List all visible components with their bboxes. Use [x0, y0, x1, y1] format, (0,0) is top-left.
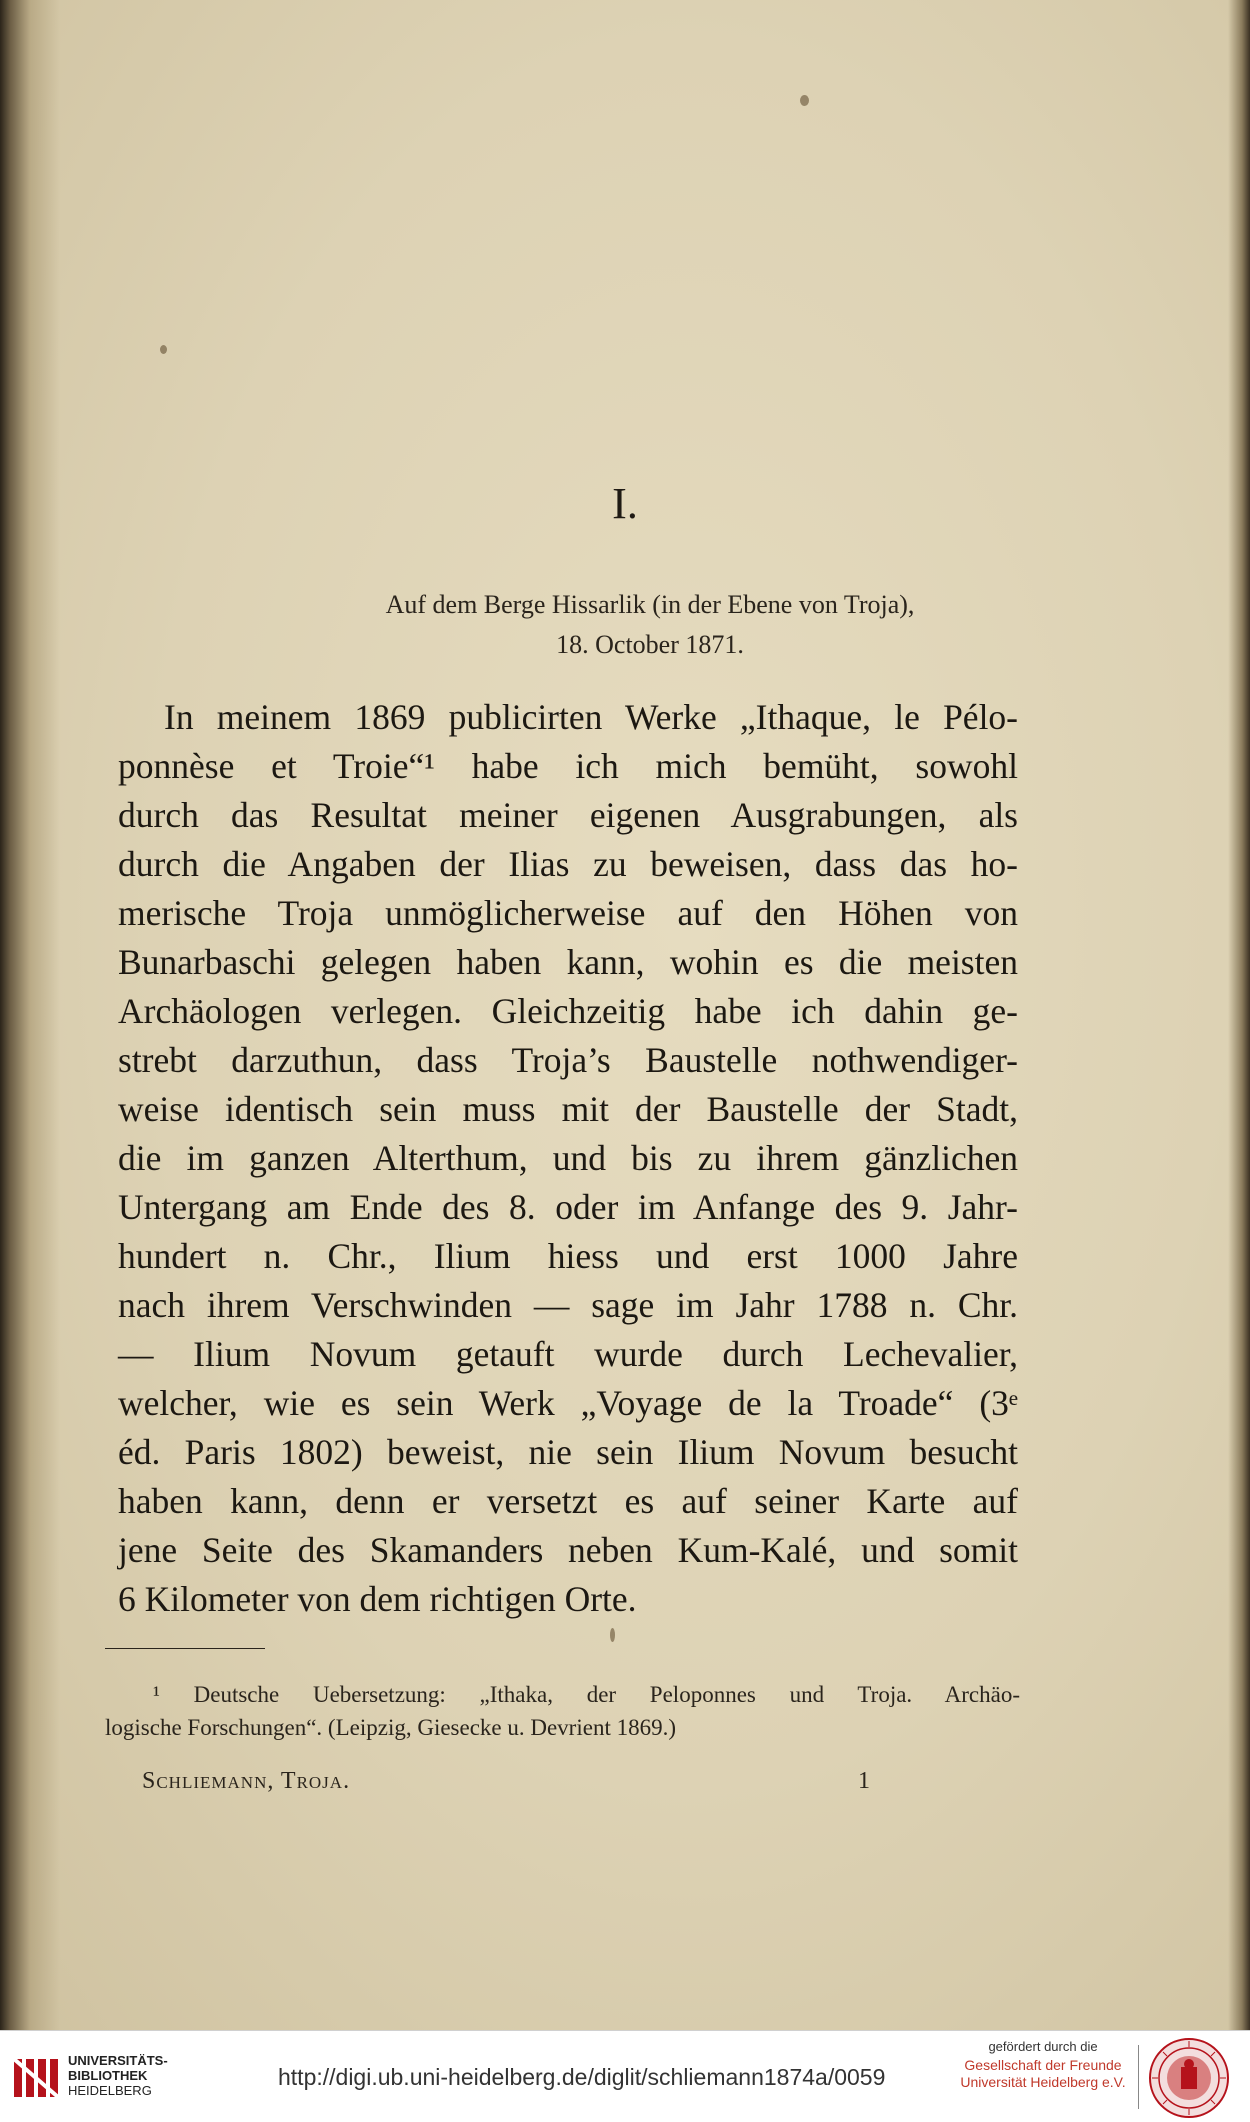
- body-line: ponnèse et Troie“¹ habe ich mich bemüht, sowohl: [118, 746, 1018, 786]
- body-line: Archäologen verlegen. Gleichzeitig habe ich dahin ge-: [118, 991, 1018, 1031]
- sponsor-label: gefördert durch die: [988, 2039, 1098, 2054]
- page-blemish: [800, 95, 809, 106]
- viewer-footer: [0, 2030, 1250, 2122]
- footer-divider: [1138, 2045, 1139, 2109]
- body-line: hundert n. Chr., Ilium hiess und erst 1000 Jahre: [118, 1236, 1018, 1276]
- body-line: nach ihrem Verschwinden — sage im Jahr 1788 n. Chr.: [118, 1285, 1018, 1325]
- page-blemish: [160, 345, 167, 354]
- body-line: weise identisch sein muss mit der Baustelle der Stadt,: [118, 1089, 1018, 1129]
- heading-line: Auf dem Berge Hissarlik (in der Ebene von Troja),: [385, 590, 915, 619]
- page-blemish: [610, 1628, 615, 1642]
- body-line: — Ilium Novum getauft wurde durch Lechevalier,: [118, 1334, 1018, 1374]
- body-line: die im ganzen Alterthum, und bis zu ihrem gänzlichen: [118, 1138, 1018, 1178]
- library-name-line: HEIDELBERG: [68, 2083, 152, 2098]
- footnote-divider: [105, 1648, 265, 1649]
- sponsor-org-line[interactable]: Gesellschaft der Freunde: [964, 2057, 1122, 2073]
- permalink-url[interactable]: http://digi.ub.uni-heidelberg.de/diglit/schliemann1874a/0059: [278, 2064, 886, 2090]
- footnote-line: ¹ Deutsche Uebersetzung: „Ithaka, der Peloponnes und Troja. Archäo-: [153, 1682, 1020, 1707]
- body-line: welcher, wie es sein Werk „Voyage de la Troade“ (3ᵉ: [118, 1383, 1018, 1423]
- heading-line: 18. October 1871.: [556, 630, 744, 659]
- body-line: haben kann, denn er versetzt es auf seiner Karte auf: [118, 1481, 1018, 1521]
- library-name-line: BIBLIOTHEK: [68, 2068, 148, 2083]
- body-line: merische Troja unmöglicherweise auf den Höhen von: [118, 893, 1018, 933]
- chapter-numeral: I.: [612, 479, 638, 528]
- signature-mark: Schliemann, Troja.: [142, 1768, 351, 1794]
- sponsor-block: [958, 2037, 1128, 2091]
- body-line: In meinem 1869 publicirten Werke „Ithaque, le Pélo-: [164, 697, 1018, 737]
- chapter-heading: [250, 585, 1050, 665]
- university-library-logo-icon: [12, 2055, 60, 2101]
- body-line: durch die Angaben der Ilias zu beweisen, dass das ho-: [118, 844, 1018, 884]
- library-name: [68, 2053, 168, 2098]
- footnote-line: logische Forschungen“. (Leipzig, Giesecke u. Devrient 1869.): [105, 1715, 676, 1740]
- sheet-number: 1: [858, 1768, 870, 1794]
- body-line: durch das Resultat meiner eigenen Ausgrabungen, als: [118, 795, 1018, 835]
- body-line: Untergang am Ende des 8. oder im Anfange des 9. Jahr-: [118, 1187, 1018, 1227]
- sponsor-org-line[interactable]: Universität Heidelberg e.V.: [960, 2074, 1126, 2090]
- body-line: éd. Paris 1802) beweist, nie sein Ilium Novum besucht: [118, 1432, 1018, 1472]
- library-name-line: UNIVERSITÄTS-: [68, 2053, 168, 2068]
- body-line: strebt darzuthun, dass Troja’s Baustelle nothwendiger-: [118, 1040, 1018, 1080]
- body-line: Bunarbaschi gelegen haben kann, wohin es die meisten: [118, 942, 1018, 982]
- body-paragraph: [118, 693, 1018, 1624]
- body-line: jene Seite des Skamanders neben Kum-Kalé, und somit: [118, 1530, 1018, 1570]
- university-seal-icon: [1148, 2037, 1230, 2119]
- footnote: [105, 1678, 1020, 1744]
- body-line: 6 Kilometer von dem richtigen Orte.: [118, 1579, 637, 1619]
